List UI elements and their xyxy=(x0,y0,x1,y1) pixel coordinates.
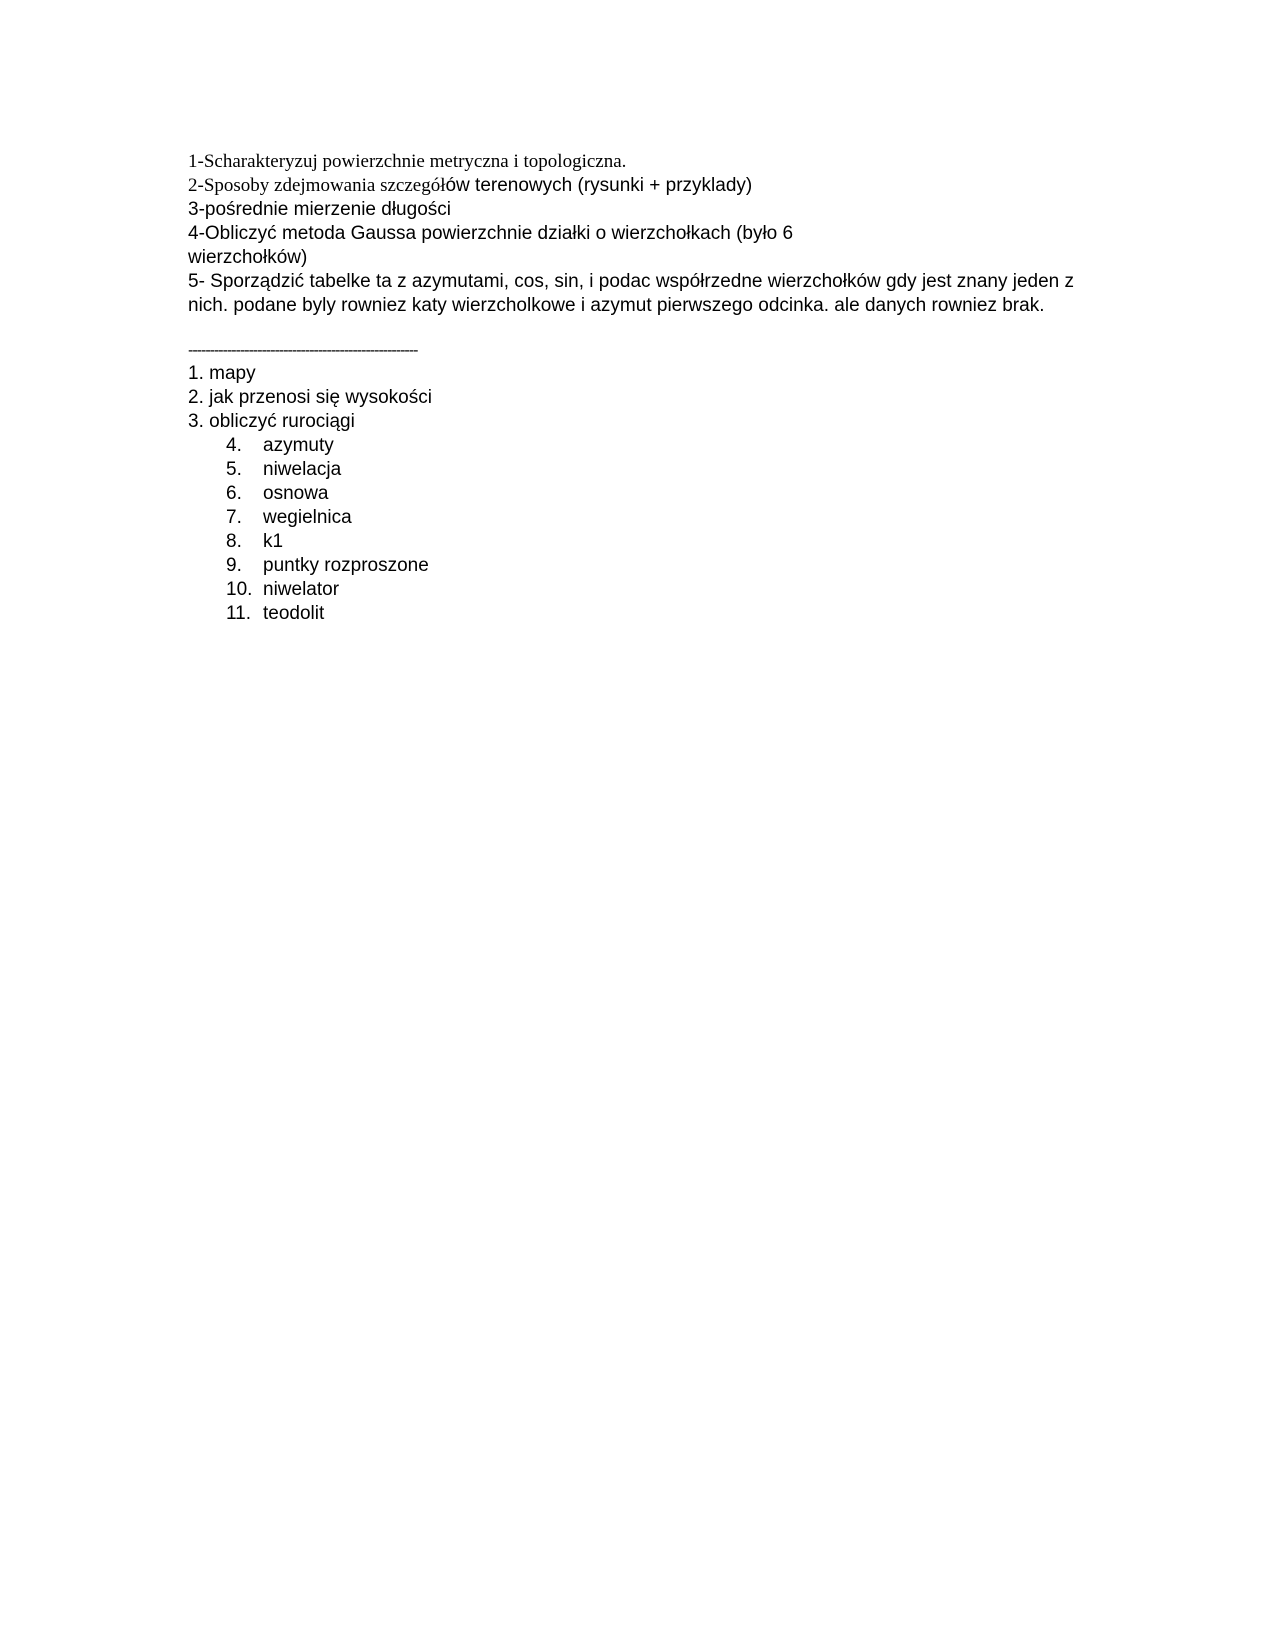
question-4-continued xyxy=(188,246,1098,270)
question-4-text-continued: wierzchołków) xyxy=(188,247,308,268)
question-5: 5- Sporządzić tabelke ta z azymutami, cos, sin, i podac współrzedne wierzchołków gdy jest znany jeden z nich. podane byly rowniez katy wierzcholkowe i azymut pierwszego odcinka. ale danych rowniez brak. xyxy=(188,271,1075,316)
question-2-text-sans: ów terenowych (rysunki + przyklady) xyxy=(445,175,753,196)
list-item-10 xyxy=(188,578,1098,602)
list-item-6-number: 6. xyxy=(226,483,242,504)
list-item-9-text: puntky rozproszone xyxy=(263,555,429,576)
list-item-8 xyxy=(188,530,1098,554)
list-item-1: 1. mapy xyxy=(188,363,256,384)
list-item-7 xyxy=(188,506,1098,530)
question-2-text-serif: 2-Sposoby zdejmowania szczegół xyxy=(188,175,446,196)
divider-line: ----------------------------------------------------- xyxy=(188,342,418,359)
question-3 xyxy=(188,198,1098,222)
list-item-7-text: wegielnica xyxy=(263,507,352,528)
list-item-9 xyxy=(188,554,1098,578)
document-body xyxy=(188,150,1098,626)
question-2 xyxy=(188,174,1098,198)
question-1-text: 1-Scharakteryzuj powierzchnie metryczna i topologiczna. xyxy=(188,151,627,172)
question-1 xyxy=(188,150,1098,174)
list-item-5-number: 5. xyxy=(226,459,242,480)
question-3-text: 3-pośrednie mierzenie długości xyxy=(188,199,451,220)
list-item-11 xyxy=(188,602,1098,626)
list-item-9-number: 9. xyxy=(226,555,242,576)
list-item-6-text: osnowa xyxy=(263,483,329,504)
list-item-4 xyxy=(188,434,1098,458)
list-item-3: 3. obliczyć rurociągi xyxy=(188,411,355,432)
question-4-text: 4-Obliczyć metoda Gaussa powierzchnie działki o wierzchołkach (było 6 xyxy=(188,223,794,244)
list-item-6 xyxy=(188,482,1098,506)
list-item-5 xyxy=(188,458,1098,482)
list-item-10-text: niwelator xyxy=(263,579,340,600)
blank-line xyxy=(188,318,1098,340)
list-item-4-number: 4. xyxy=(226,435,242,456)
list-item-11-text: teodolit xyxy=(263,603,325,624)
list-item-10-number: 10. xyxy=(226,579,253,600)
list-item-8-number: 8. xyxy=(226,531,242,552)
list-item-2: 2. jak przenosi się wysokości xyxy=(188,387,432,408)
list-item-5-text: niwelacja xyxy=(263,459,342,480)
list-item-8-text: k1 xyxy=(263,531,284,552)
list-item-7-number: 7. xyxy=(226,507,242,528)
list-item-4-text: azymuty xyxy=(263,435,334,456)
list-item-11-number: 11. xyxy=(226,603,252,624)
question-4 xyxy=(188,222,1098,246)
